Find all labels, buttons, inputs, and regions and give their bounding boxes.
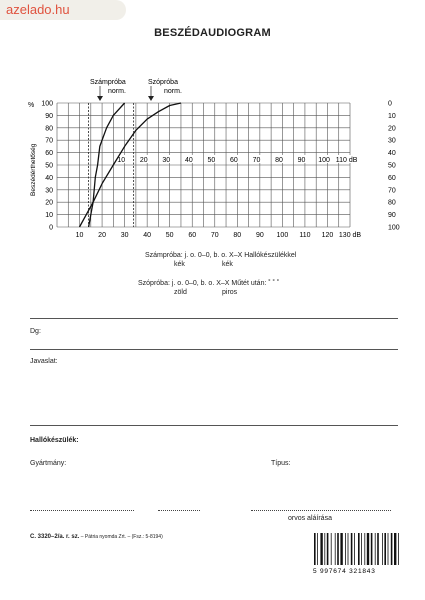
barcode-bar xyxy=(314,533,316,565)
legend-line1-kek-1: kék xyxy=(174,261,185,268)
signature-line xyxy=(251,510,391,511)
y-tick-left: 80 xyxy=(45,125,53,133)
y-tick-left: 10 xyxy=(45,212,53,220)
barcode-bar xyxy=(371,533,373,565)
form-code-text: C. 3320–2/a. r. sz. xyxy=(30,534,80,540)
barcode-bar xyxy=(367,533,369,565)
javaslat-label: Javaslat: xyxy=(30,358,58,365)
barcode-number: 5 997674 321843 xyxy=(313,568,376,575)
watermark: azelado.hu xyxy=(0,0,126,20)
y-tick-left: 100 xyxy=(41,100,53,108)
x-tick: 50 xyxy=(165,232,174,239)
divider-dg xyxy=(30,349,398,350)
marker-arrow-szamproba xyxy=(97,86,103,101)
legend-line2-zold: zöld xyxy=(174,289,187,296)
legend-line2-piros: piros xyxy=(222,289,238,296)
barcode-bar xyxy=(337,533,339,565)
y-tick-right: 30 xyxy=(388,137,396,145)
y-tick-left: 20 xyxy=(45,199,53,207)
barcode-bar xyxy=(375,533,376,565)
y-tick-left: 0 xyxy=(49,224,53,232)
y-tick-right: 10 xyxy=(388,112,396,120)
inner-x-tick: 10 xyxy=(117,157,126,164)
barcode-bar xyxy=(398,533,399,565)
inner-x-tick: 60 xyxy=(230,157,238,164)
inner-x-tick: 90 xyxy=(297,157,306,164)
y-tick-right: 50 xyxy=(388,162,396,170)
gyartmany-label: Gyártmány: xyxy=(30,460,67,467)
y-axis-label: Beszédérthetőség xyxy=(30,143,37,196)
x-tick: 100 xyxy=(276,232,289,239)
inner-x-tick: 100 xyxy=(318,157,330,164)
x-tick: 60 xyxy=(188,232,197,239)
barcode-bar xyxy=(317,533,318,565)
barcode-bar xyxy=(340,533,342,565)
y-tick-left: 30 xyxy=(45,187,53,195)
hallokeszulek-label: Hallókészülék: xyxy=(30,437,79,444)
y-tick-left: 60 xyxy=(45,150,53,158)
barcode-bar xyxy=(327,533,329,565)
x-tick: 120 xyxy=(321,232,334,239)
printer-text: – Pátria nyomda Zrt. – (Fsz.: 5-8194) xyxy=(79,534,163,540)
y-tick-left: 70 xyxy=(45,137,53,145)
marker-szamproba-line1: Számpróba xyxy=(90,79,126,86)
barcode-bar xyxy=(331,533,332,565)
y-tick-right: 40 xyxy=(388,150,396,158)
barcode-bar xyxy=(377,533,379,565)
marker-szoproba-line2: norm. xyxy=(164,88,182,95)
y-tick-right: 90 xyxy=(388,212,396,220)
signature-label: orvos aláírása xyxy=(288,515,332,522)
barcode-bar xyxy=(394,533,396,565)
marker-szamproba-line2: norm. xyxy=(108,88,126,95)
barcode-bar xyxy=(335,533,336,565)
marker-arrow-szoproba xyxy=(148,86,154,101)
y-tick-right: 70 xyxy=(388,187,396,195)
inner-x-tick: 110 dB xyxy=(335,157,358,164)
barcode-bar xyxy=(320,533,322,565)
x-tick: 110 xyxy=(299,232,311,239)
barcode-bar xyxy=(324,533,325,565)
barcode-bar xyxy=(364,533,365,565)
y-tick-right: 100 xyxy=(388,224,400,232)
y-tick-right: 60 xyxy=(388,174,396,182)
barcode-bar xyxy=(382,533,383,565)
y-tick-left: 50 xyxy=(45,162,53,170)
marker-szoproba-line1: Szópróba xyxy=(148,79,178,86)
x-tick: 130 dB xyxy=(338,232,362,239)
x-tick: 20 xyxy=(98,232,106,239)
x-tick: 80 xyxy=(233,232,242,239)
legend-line1-kek-2: kék xyxy=(222,261,233,268)
y-tick-left: 40 xyxy=(45,174,53,182)
barcode-bar xyxy=(391,533,393,565)
x-tick: 70 xyxy=(210,232,219,239)
barcode-bar xyxy=(351,533,353,565)
dotted-line-2 xyxy=(158,510,200,511)
barcode-bar xyxy=(384,533,386,565)
barcode-bar xyxy=(348,533,349,565)
dg-label: Dg: xyxy=(30,328,41,335)
barcode-bar xyxy=(354,533,355,565)
chart-marks xyxy=(41,101,399,240)
y-tick-right: 0 xyxy=(388,100,392,108)
inner-x-tick: 70 xyxy=(252,157,261,164)
inner-x-tick: 20 xyxy=(139,157,148,164)
inner-x-tick: 30 xyxy=(162,157,171,164)
barcode-bar xyxy=(358,533,360,565)
legend-line1: Számpróba: j. o. 0–0, b. o. X–X Hallókészülékkel xyxy=(145,252,297,259)
tipus-label: Típus: xyxy=(271,460,291,467)
divider-top xyxy=(30,318,398,319)
barcode-bar xyxy=(388,533,389,565)
x-tick: 10 xyxy=(75,232,84,239)
x-tick: 40 xyxy=(143,232,152,239)
inner-x-tick: 40 xyxy=(184,157,193,164)
barcode xyxy=(312,531,400,575)
form-code xyxy=(30,534,163,540)
barcode-bars xyxy=(314,533,400,565)
divider-javaslat xyxy=(30,425,398,426)
barcode-bar xyxy=(361,533,362,565)
chart-grid xyxy=(57,103,350,227)
inner-x-tick: 50 xyxy=(207,157,216,164)
y-tick-left: 90 xyxy=(45,112,53,120)
x-tick: 90 xyxy=(255,232,264,239)
inner-x-tick: 80 xyxy=(275,157,283,164)
y-tick-right: 80 xyxy=(388,199,396,207)
legend-line2: Szópróba: j. o. 0–0, b. o. X–X Műtét után: ˚ ˚ ˚ xyxy=(138,280,280,287)
page-title: BESZÉDAUDIOGRAM xyxy=(154,27,271,39)
barcode-bar xyxy=(345,533,346,565)
dotted-line-1 xyxy=(30,510,134,511)
x-tick: 30 xyxy=(120,232,129,239)
y-unit-label: % xyxy=(28,102,35,109)
y-tick-right: 20 xyxy=(388,125,396,133)
